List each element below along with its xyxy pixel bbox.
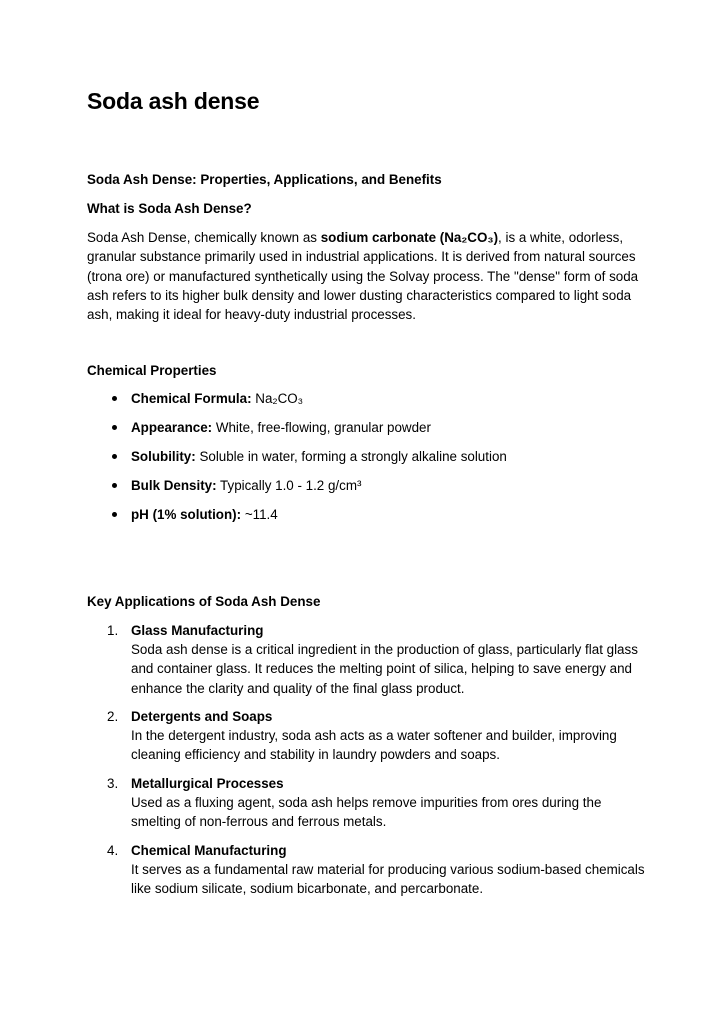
document-subtitle: Soda Ash Dense: Properties, Applications, and Benefits xyxy=(87,172,442,187)
property-value: ~11.4 xyxy=(241,507,278,522)
property-value: Typically 1.0 - 1.2 g/cm³ xyxy=(216,478,362,493)
bullet-icon xyxy=(112,425,117,430)
application-item-glass xyxy=(87,621,647,698)
application-title: Metallurgical Processes xyxy=(131,776,284,791)
document-title: Soda ash dense xyxy=(87,88,260,114)
application-description: Soda ash dense is a critical ingredient in the production of glass, particularly flat glass and container glass. It reduces the melting point of silica, helping to save energy and enhance the clarity and quality of the final glass product. xyxy=(131,642,638,696)
what-is-text-after: , is a white, odorless, granular substance primarily used in industrial applications. It is derived from natural sources (trona ore) or manufactured synthetically using the Solvay process. The "dense" form of soda ash refers to its higher bulk density and lower dusting characteristics compared to light soda ash, making it ideal for heavy-duty industrial processes. xyxy=(87,230,639,323)
property-value: Na₂CO₃ xyxy=(251,391,304,406)
list-item xyxy=(87,476,507,505)
bullet-icon xyxy=(112,396,117,401)
bullet-icon xyxy=(112,512,117,517)
application-item-chemical xyxy=(87,841,647,899)
bullet-icon xyxy=(112,483,117,488)
application-description: It serves as a fundamental raw material for producing various sodium-based chemicals like sodium silicate, sodium bicarbonate, and percarbonate. xyxy=(131,862,645,897)
what-is-paragraph xyxy=(87,228,647,324)
list-item xyxy=(87,447,507,476)
application-description: Used as a fluxing agent, soda ash helps remove impurities from ores during the smelting of non-ferrous and ferrous metals. xyxy=(131,795,602,830)
what-is-bold-term: sodium carbonate (Na₂CO₃) xyxy=(320,230,499,245)
what-is-heading: What is Soda Ash Dense? xyxy=(87,201,252,216)
application-title: Detergents and Soaps xyxy=(131,709,273,724)
application-item-detergents xyxy=(87,707,647,765)
property-label: Bulk Density: xyxy=(131,478,217,493)
application-title: Chemical Manufacturing xyxy=(131,843,287,858)
property-value: White, free-flowing, granular powder xyxy=(212,420,431,435)
application-description: In the detergent industry, soda ash acts as a water softener and builder, improving cleaning efficiency and stability in laundry powders and soaps. xyxy=(131,728,617,763)
property-label: Chemical Formula: xyxy=(131,391,252,406)
applications-heading: Key Applications of Soda Ash Dense xyxy=(87,594,321,609)
bullet-icon xyxy=(112,454,117,459)
list-number: 3. xyxy=(107,776,119,791)
property-value: Soluble in water, forming a strongly alkaline solution xyxy=(195,449,507,464)
chemical-properties-heading: Chemical Properties xyxy=(87,363,217,378)
chemical-properties-list xyxy=(87,389,507,534)
what-is-text-before: Soda Ash Dense, chemically known as xyxy=(87,230,321,245)
property-label: Solubility: xyxy=(131,449,196,464)
list-number: 2. xyxy=(107,709,119,724)
list-number: 4. xyxy=(107,843,119,858)
property-label: pH (1% solution): xyxy=(131,507,242,522)
application-title: Glass Manufacturing xyxy=(131,623,264,638)
list-item xyxy=(87,389,507,418)
list-item xyxy=(87,418,507,447)
list-item xyxy=(87,505,507,534)
list-number: 1. xyxy=(107,623,119,638)
application-item-metallurgy xyxy=(87,774,647,832)
property-label: Appearance: xyxy=(131,420,213,435)
